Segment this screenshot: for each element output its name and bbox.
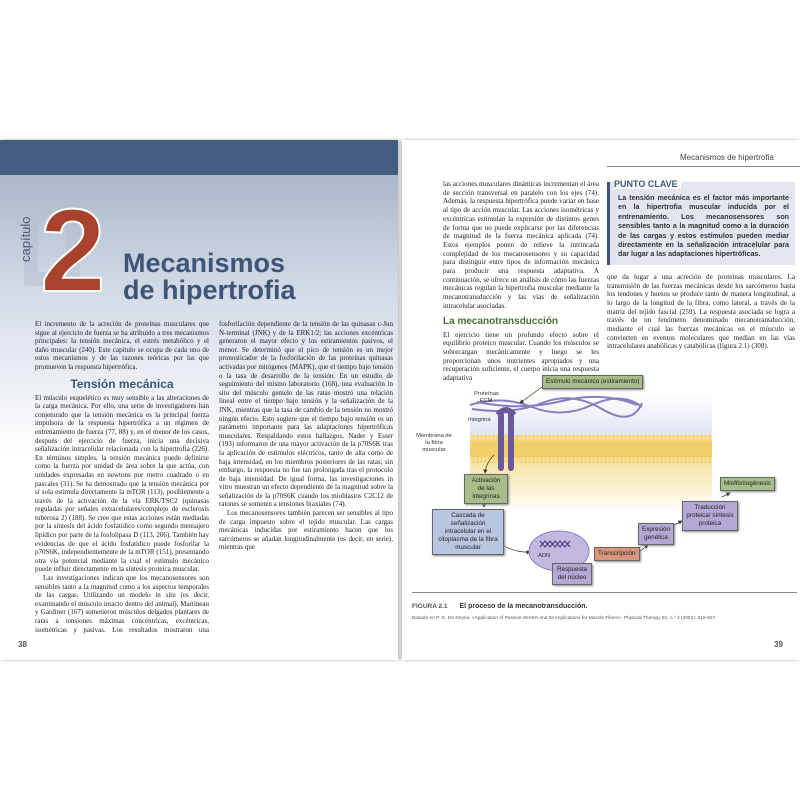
- left-page: [0, 140, 398, 660]
- section-heading: Tensión mecánica: [70, 376, 174, 391]
- chapter-title: [123, 250, 296, 304]
- integrin-label: Integrina: [468, 417, 491, 423]
- ecm-label: Proteínas ECM: [474, 391, 499, 404]
- header-band: [0, 140, 398, 175]
- figure-label: FIGURA 2.1: [412, 603, 448, 610]
- column-1: [443, 180, 599, 383]
- integrin-activation-box: Activación de las integrinas: [464, 474, 508, 504]
- protein-synthesis-box: Traducción proteica/ síntesis proteica: [682, 501, 738, 531]
- chapter-number: 2: [40, 185, 106, 317]
- figure-source: Basado en P. G. De Deyne, «Application of Passive Stretch and Its Implications for Muscle Fibers», Physical Therapy 81, n.º 2 (2001): 819-827.: [412, 616, 717, 621]
- figure-mechanotransduction: [402, 375, 800, 585]
- membrane-label: Membrana de la fibra muscular: [416, 433, 452, 453]
- dna-label: ADN: [538, 553, 551, 559]
- intro-paragraph: El incremento de la acreción de proteínas musculares que sigue al ejercicio de fuerza se ha atribuido a tres mecanismos principales: la tensión mecánica, el estrés metabólico y el daño muscular (240). Este capítulo se ocupa de cada uno de estos mecanismos y de las razones teóricas por las que promueven la respuesta hipertrófica.: [35, 320, 209, 371]
- nucleus-response-box: Respuesta del núcleo: [552, 563, 592, 585]
- title-line: de hipertrofia: [123, 275, 296, 305]
- key-point-text: La tensión mecánica es el factor más importante en la hipertrofia muscular inducida por el entrenamiento. Los mecanosensores son sensibles tanto a la magnitud como a la duración de las cargas y estos estímulos pueden mediar directamente en la señalización intracelular para dar lugar a las adaptaciones hipertróficas.: [618, 194, 789, 259]
- paragraph: El músculo esquelético es muy sensible a las alteraciones de la carga mecánica. Por ello, una serie de investigadores han conjeturado que la tensión mecánica es la principal fuerza impulsora de la respuesta hipertrófica a un régimen de entrenamiento de fuerza (77, 88) y, en el menor de los casos, después del ejercicio de fuerza, inicia una decisiva señalización intracelular relacionada con la hipertrofia (226). En términos simples, la tensión mecánica puede definirse como la fuerza por unidad de área sobre la que actúa, con unidades expresadas en newtons por metro cuadrado o en pascales (31). Se ha demostrado que la tensión mecánica por sí sola estimula directamente la mTOR (113), posiblemente a través de la activación de la vía ERK/TSC2 (quinasas reguladas por señales extracelulares/complejo de esclerosis tuberosa 2) (188). Se cree que estas acciones están mediadas por la síntesis del ácido fosfatídico como segundo mensajero lipídico por parte de la fosfolipasa D (113, 206). También hay evidencias de que el ácido fosfatídico puede fosforilar la p70S6K, independientemente de la mTOR (151), presentando otra vía potencial mediante la cual el estímulo mecánico puede influir directamente en la síntesis proteica muscular.: [35, 393, 209, 574]
- figure-caption: [412, 592, 797, 622]
- stimulus-box: Estímulo mecánico (estiramiento): [542, 375, 643, 389]
- key-point-title: PUNTO CLAVE: [614, 179, 681, 189]
- running-head: Mecanismos de hipertrofia: [680, 153, 774, 162]
- paragraph: las acciones musculares dinámicas incrementan el área de sección transversal en paralelo con los ejes (74). Además, la respuesta hipertrófica puede variar en base al tipo de acción muscular. Las acciones isométricas y excéntricas estimulan la expresión de distintos genes de forma que no puede explicarse por las diferencias de magnitud de la fuerza mecánica aplicada (74). Estos ejemplos ponen de relieve la intrincada complejidad de los mecanosensores y su capacidad para distinguir entre tipos de información mecánica para producir una respuesta adaptativa. A continuación, se ofrece un análisis de cómo las fuerzas mecánicas regulan la hipertrofia muscular mediante la mecanotransducción y las vías de señalización intracelular asociadas.: [443, 180, 599, 310]
- title-line: Mecanismos: [123, 248, 286, 278]
- body-text-columns: [35, 320, 393, 638]
- signaling-cascade-box: Cascada de señalización intracelular en el citoplasma de la fibra muscular: [432, 509, 504, 555]
- paragraph: que da lugar a una acreción de proteínas musculares. La transmisión de las fuerzas mecánicas desde los sarcómeros hasta los tendones y huesos se produce tanto de manera longitudinal, a lo largo de la longitud de la fibra, como lateral, a través de la matriz del tejido fascial (259). La respuesta asociada se logra a través de un fenómeno denominado mecanotransducción, mediante el cual las fuerzas mecánicas en el músculo se convierten en eventos moleculares que median en las vías intracelulares anabólicas y catabólicas (figura 2.1) (308).: [607, 272, 795, 351]
- paragraph: El ejercicio tiene un profundo efecto sobre el equilibrio proteico muscular. Cuando los músculos se sobrecargan mecánicamente y luego se les proporcionan unos nutrientes apropiados y una recuperación suficiente, el cuerpo inicia una respuesta adaptativa: [443, 330, 599, 383]
- page-number: 38: [18, 640, 27, 649]
- page-number: 39: [774, 640, 783, 649]
- figure-title: El proceso de la mecanotransducción.: [459, 603, 588, 610]
- chapter-label: capítulo: [18, 216, 33, 262]
- right-page: [402, 140, 800, 660]
- paragraph: Las investigaciones indican que los mecanosensores son sensibles tanto a la magnitud como a los aspectos temporales de las cargas. Utilizando un modelo in situ (es decir, examinando el músculo intacto dentro del animal), Martineau y Gardiner (167) sometieron músculos delgados plantares de ratas a tensiones máximas concéntricas, excéntricas, isométricas y pasivas. Los resultados mostraron una fosforilación dependiente de la tensión de las quinasas c-Jun N-terminal (JNK) y de la ERK1/2; las acciones excéntricas generaron el mayor efecto y los estiramientos pasivos, el menor. Se determinó que el pico de tensión es un mejor pronosticador de la fosforilación de las proteínas quinasas activadas por mitógenos (MAPK), que el tiempo bajo tensión o la tasa de desarrollo de la tensión. En un estudio de seguimiento del mismo laboratorio (168), una evaluación in situ del músculo gemelo de las ratas mostró una relación lineal entre el tiempo bajo tensión y la señalización de la JNK, mientras que la tasa de cambio de la tensión no mostró ningún efecto. Esto sugiere que el tiempo bajo tensión es un parámetro importante para las adaptaciones hipertróficas musculares. Respaldando estos hallazgos, Nader y Esser (193) informaron de una mayor activación de la p70S6K tras la aplicación de estímulos eléctricos, tanto de alta como de baja intensidad, en los miembros posteriores de las ratas; sin embargo, la respuesta no fue tan prolongada tras el protocolo de baja intensidad. De igual forma, las investigaciones in vitro muestran un efecto dependiente de la magnitud sobre la señalización de la p70S6K cuando los mioblastos C2C12 de ratones se someten a tensiones biaxiales (74).: [35, 320, 393, 634]
- divider: [607, 166, 800, 167]
- transcription-box: Transcripción: [594, 547, 640, 561]
- section-heading: La mecanotransducción: [443, 315, 559, 327]
- paragraph: Los mecanosensores también parecen ser sensibles al tipo de carga impuesto sobre el tejido muscular. Las cargas mecánicas inducidas por estiramiento hacen que los sarcómeros se añadan longitudinalmente (es decir, en serie), mientras que: [219, 509, 393, 552]
- key-point-box: [607, 179, 795, 265]
- gene-expression-box: Expresión genética: [638, 523, 674, 545]
- myofibrillogenesis-box: Miofibrilogénesis: [720, 477, 775, 491]
- column-2: [607, 179, 795, 351]
